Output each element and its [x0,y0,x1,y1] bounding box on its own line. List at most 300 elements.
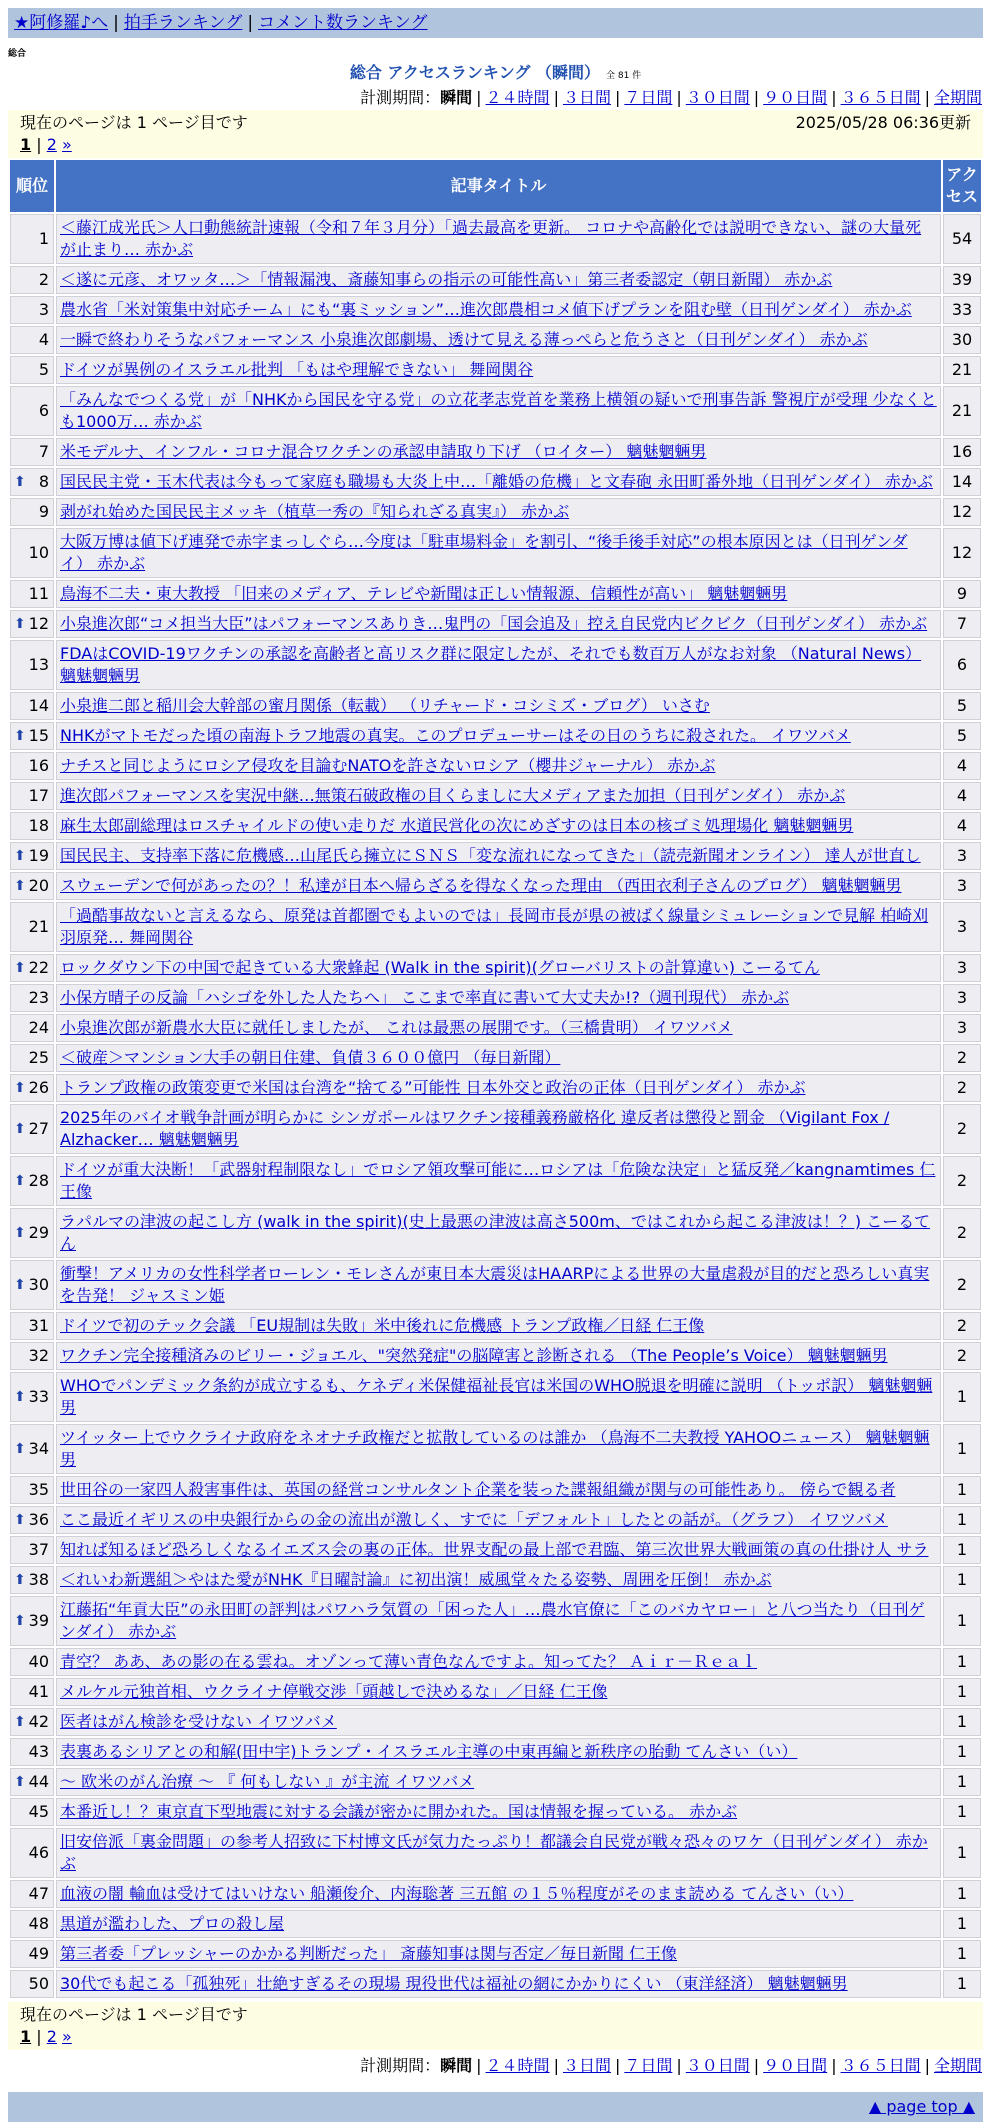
access-count: 4 [943,752,981,780]
rank-number: 17 [28,786,49,805]
rank-up-icon: ⬆ [14,1080,26,1096]
access-count: 3 [943,902,981,952]
period-separator: | [676,2056,682,2075]
title-cell [56,1910,941,1938]
table-row [10,640,981,690]
table-row [10,812,981,840]
article-title-link[interactable]: FDAはCOVID-19ワクチンの承認を高齢者と高リスク群に限定したが、それでも数百万人がなお対象 （Natural News） 魑魅魍魎男 [60,644,922,685]
article-title-link[interactable]: 国民民主、支持率下落に危機感…山尾氏ら擁立にＳＮＳ「変な流れになってきた」（読売新聞オンライン） 達人が世直し [60,846,921,865]
access-count: 1 [943,1880,981,1908]
article-title-link[interactable]: ＜れいわ新選組＞やはた愛がNHK『日曜討論』に初出演！威風堂々たる姿勢、周囲を圧倒！ 赤かぶ [60,1570,772,1589]
article-title-link[interactable]: 小保方晴子の反論「ハシゴを外した人たちへ」 ここまで率直に書いて大丈夫か!?（週刊現代） 赤かぶ [60,988,790,1007]
rank-number: 4 [38,330,49,349]
rank-number: 11 [28,584,49,603]
article-title-link[interactable]: 医者はがん検診を受けない イワツバメ [60,1712,337,1731]
table-row [10,984,981,1012]
article-title-link[interactable]: 青空？ ああ、あの影の在る雲ね。オゾンって薄い青色なんですよ。知ってた？ Ａｉｒ－Ｒｅａｌ [60,1652,758,1671]
article-title-link[interactable]: 進次郎パフォーマンスを実況中継…無策石破政権の目くらましに大メディアまた加担（日刊ゲンダイ） 赤かぶ [60,786,846,805]
period-separator: | [753,88,760,107]
rank-number: 33 [28,1387,49,1406]
title-cell [56,1880,941,1908]
table-row [10,528,981,578]
period-link-2[interactable]: ７日間 [624,88,673,107]
period-link-5[interactable]: ３６５日間 [840,2056,921,2075]
article-title-link[interactable]: ワクチン完全接種済みのビリー・ジョエル、"突然発症"の脳障害と診断される （The People’s Voice） 魑魅魍魎男 [60,1346,888,1365]
table-row [10,1940,981,1968]
table-row [10,326,981,354]
title-cell [56,1260,941,1310]
table-row [10,1798,981,1826]
period-link-3[interactable]: ３０日間 [685,2056,750,2075]
rank-number: 30 [28,1275,49,1294]
article-title-link[interactable]: 米モデルナ、インフル・コロナ混合ワクチンの承認申請取り下げ （ロイター） 魑魅魍魎男 [60,442,707,461]
access-count: 21 [943,356,981,384]
article-title-link[interactable]: 鳥海不二夫・東大教授 「旧来のメディア、テレビや新聞は正しい情報源、信頼性が高い」 魑魅魍魎男 [60,584,788,603]
article-title-link[interactable]: ロックダウン下の中国で起きている大衆蜂起 (Walk in the spirit)(グローバリストの計算違い) こーるてん [60,958,820,977]
title-cell [56,1156,941,1206]
rank-number: 40 [28,1652,49,1671]
rank-cell [10,1156,54,1206]
table-row [10,356,981,384]
rank-number: 19 [28,846,49,865]
access-count: 1 [943,1970,981,1998]
access-count: 33 [943,296,981,324]
rank-cell [10,468,54,496]
article-title-link[interactable]: WHOでパンデミック条約が成立するも、ケネディ米保健福祉長官は米国のWHO脱退を明確に説明 （トッポ訳） 魑魅魍魎男 [60,1376,933,1417]
period-link-3[interactable]: ３０日間 [685,88,750,107]
period-separator: | [614,2056,621,2075]
rank-cell [10,528,54,578]
rank-number: 42 [28,1712,49,1731]
access-count: 1 [943,1372,981,1422]
period-link-1[interactable]: ３日間 [562,2056,611,2075]
rank-cell [10,1828,54,1878]
article-title-link[interactable]: ツイッター上でウクライナ政府をネオナチ政権だと拡散しているのは誰か （鳥海不二夫教授 YAHOOニュース） 魑魅魍魎男 [60,1428,930,1469]
rank-cell [10,1424,54,1474]
rank-cell [10,356,54,384]
rank-cell [10,954,54,982]
rank-number: 21 [28,917,49,936]
rank-up-icon: ⬆ [14,1613,26,1629]
access-count: 1 [943,1566,981,1594]
rank-cell [10,296,54,324]
article-title-link[interactable]: トランプ政権の政策変更で米国は台湾を“捨てる”可能性 日本外交と政治の正体（日刊ゲンダイ） 赤かぶ [60,1078,806,1097]
table-row [10,1970,981,1998]
rank-cell [10,1708,54,1736]
table-row [10,902,981,952]
access-count: 1 [943,1596,981,1646]
table-row [10,954,981,982]
title-cell [56,782,941,810]
access-count: 3 [943,984,981,1012]
title-cell [56,1104,941,1154]
rank-number: 47 [28,1884,49,1903]
rank-cell [10,812,54,840]
access-count: 1 [943,1708,981,1736]
rank-up-icon: ⬆ [14,878,26,894]
access-count: 2 [943,1312,981,1340]
rank-cell [10,1648,54,1676]
table-row [10,1910,981,1938]
period-link-6[interactable]: 全期間 [933,88,982,107]
period-separator: | [831,88,837,107]
article-title-link[interactable]: 2025年のバイオ戦争計画が明らかに シンガポールはワクチン接種義務厳格化 違反者は懲役と罰金 （Vigilant Fox / Alzhacker… 魑魅魍魎男 [60,1108,890,1149]
access-count: 1 [943,1738,981,1766]
article-title-link[interactable]: 剥がれ始めた国民民主メッキ（植草一秀の『知られざる真実』） 赤かぶ [60,502,570,521]
rank-up-icon: ⬆ [14,474,26,490]
page-separator: | [36,135,42,154]
article-title-link[interactable]: ナチスと同じようにロシア侵攻を目論むNATOを許さないロシア（櫻井ジャーナル） 赤かぶ [60,756,716,775]
period-separator: | [476,2056,482,2075]
article-title-link[interactable]: 血液の闇 輸血は受けてはいけない 船瀬俊介、内海聡著 三五館 の１５％程度がそのまま読める てんさい（い） [60,1884,854,1903]
table-row [10,1880,981,1908]
rank-cell [10,1342,54,1370]
access-count: 3 [943,842,981,870]
rank-cell [10,640,54,690]
rank-number: 1 [38,229,49,248]
page-title [0,60,991,86]
article-title-link[interactable]: 国民民主党・玉木代表は今もって家庭も職場も大炎上中…「離婚の危機」と文春砲 永田町番外地（日刊ゲンダイ） 赤かぶ [60,472,933,491]
article-title-link[interactable]: 衝撃！アメリカの女性科学者ローレン・モレさんが東日本大震災はHAARPによる世界の大量虐殺が目的だと恐ろしい真実を告発！ ジャスミン姫 [60,1264,930,1305]
article-title-link[interactable]: 本番近し！？東京直下型地震に対する会議が密かに開かれた。国は情報を握っている。 赤かぶ [60,1802,738,1821]
rank-number: 12 [28,614,49,633]
current-page: 1 [20,135,32,154]
page-separator: | [36,2027,42,2046]
table-row [10,1536,981,1564]
article-title-link[interactable]: 小泉進二郎と稲川会大幹部の蜜月関係（転載） （リチャード・コシミズ・ブログ） いさむ [60,696,710,715]
access-count: 54 [943,214,981,264]
table-row [10,468,981,496]
rank-cell [10,902,54,952]
access-count: 4 [943,812,981,840]
rank-cell [10,1074,54,1102]
access-count: 1 [943,1506,981,1534]
period-separator: | [553,2056,559,2075]
article-title-link[interactable]: ＜藤江成光氏＞人口動態統計速報（令和７年３月分）「過去最高を更新。 コロナや高齢化では説明できない、謎の大量死が止まり… 赤かぶ [60,218,922,259]
rank-cell [10,214,54,264]
rank-up-icon: ⬆ [14,1714,26,1730]
rank-number: 2 [38,270,49,289]
rank-number: 26 [28,1078,49,1097]
title-cell [56,692,941,720]
table-row [10,1312,981,1340]
rank-cell [10,1372,54,1422]
article-title-link[interactable]: 「過酷事故ないと言えるなら、原発は首都圏でもよいのでは」長岡市長が県の被ばく線量シミュレーションで見解 柏崎刈羽原発… 舞岡関谷 [60,906,929,947]
rank-number: 15 [28,726,49,745]
article-title-link[interactable]: 大阪万博は値下げ連発で赤字まっしぐら…今度は「駐車場料金」を割引、“後手後手対応”の根本原因とは（日刊ゲンダイ） 赤かぶ [60,532,908,573]
table-row [10,1014,981,1042]
title-cell [56,722,941,750]
article-title-link[interactable]: ＜破産＞マンション大手の朝日住建、負債３６００億円 （毎日新聞） [60,1048,561,1067]
access-count: 5 [943,722,981,750]
rank-number: 28 [28,1171,49,1190]
rank-number: 16 [28,756,49,775]
title-cell [56,1768,941,1796]
title-cell [56,1342,941,1370]
title-cell [56,1506,941,1534]
access-count: 1 [943,1910,981,1938]
comment-ranking-link[interactable]: コメント数ランキング [258,13,428,33]
access-count: 3 [943,954,981,982]
title-cell [56,1424,941,1474]
period-link-6[interactable]: 全期間 [933,2056,982,2075]
table-row [10,1596,981,1646]
access-count: 16 [943,438,981,466]
col-rank-header: 順位 [10,160,54,212]
article-title-link[interactable]: 江藤拓“年貢大臣”の永田町の評判はパワハラ気質の「困った人」…農水官僚に「このバカヤロー」と八つ当たり（日刊ゲンダイ） 赤かぶ [60,1600,925,1641]
access-count: 5 [943,692,981,720]
table-row [10,782,981,810]
article-title-link[interactable]: 麻生太郎副総理はロスチャイルドの使い走りだ 水道民営化の次にめざすのは日本の核ゴミ処理場化 魑魅魍魎男 [60,816,854,835]
rank-up-icon: ⬆ [14,960,26,976]
table-row [10,296,981,324]
access-count: 12 [943,528,981,578]
article-title-link[interactable]: ここ最近イギリスの中央銀行からの金の流出が激しく、すでに「デフォルト」したとの話が。（グラフ） イワツバメ [60,1510,888,1529]
title-cell [56,1738,941,1766]
period-label: 計測期間： [360,2056,441,2075]
period-current: 瞬間 [440,2056,473,2075]
access-count: 2 [943,1208,981,1258]
applause-ranking-link[interactable]: 拍手ランキング [123,13,243,33]
title-cell [56,812,941,840]
nav-separator: | [247,13,254,33]
period-selector-top [0,86,982,110]
period-separator: | [553,88,559,107]
rank-cell [10,438,54,466]
rank-cell [10,326,54,354]
title-cell [56,872,941,900]
rank-cell [10,386,54,436]
rank-cell [10,782,54,810]
article-title-link[interactable]: ドイツが異例のイスラエル批判 「もはや理解できない」 舞岡関谷 [60,360,534,379]
access-count: 2 [943,1260,981,1310]
title-cell [56,902,941,952]
article-title-link[interactable]: 第三者委「プレッシャーのかかる判断だった」 斎藤知事は関与否定／毎日新聞 仁王像 [60,1944,678,1963]
period-link-2[interactable]: ７日間 [624,2056,673,2075]
category-tag: 総合 [8,49,27,59]
page-top-link[interactable]: ▲ page top ▲ [868,2097,975,2116]
rank-up-icon: ⬆ [14,848,26,864]
period-separator: | [476,88,482,107]
table-row [10,214,981,264]
table-row [10,692,981,720]
rank-up-icon: ⬆ [14,1774,26,1790]
access-count: 1 [943,1768,981,1796]
rank-number: 3 [38,300,49,319]
title-cell [56,1940,941,1968]
rank-up-icon: ⬆ [14,1173,26,1189]
rank-cell [10,984,54,1012]
title-cell [56,296,941,324]
article-title-link[interactable]: 小泉進次郎が新農水大臣に就任しましたが、 これは最悪の展開です。（三橋貴明） イワツバメ [60,1018,733,1037]
title-cell [56,214,941,264]
access-count: 1 [943,1940,981,1968]
table-row [10,722,981,750]
title-cell [56,1708,941,1736]
access-count: 3 [943,872,981,900]
rank-number: 29 [28,1223,49,1242]
total-count: 全 81 件 [606,71,642,81]
article-title-link[interactable]: スウェーデンで何があったの？！私達が日本へ帰らざるを得なくなった理由 （西田衣利子さんのブログ） 魑魅魍魎男 [60,876,902,895]
title-cell [56,1476,941,1504]
rank-cell [10,1506,54,1534]
rank-cell [10,692,54,720]
rank-cell [10,1536,54,1564]
rank-number: 44 [28,1772,49,1791]
article-title-link[interactable]: ドイツが重大決断！「武器射程制限なし」でロシア領攻撃可能に…ロシアは「危険な決定」と猛反発／kangnamtimes 仁王像 [60,1160,936,1201]
access-count: 14 [943,468,981,496]
rank-number: 18 [28,816,49,835]
article-title-link[interactable]: 農水省「米対策集中対応チーム」にも“裏ミッション”…進次郎農相コメ値下げプランを阻む壁（日刊ゲンダイ） 赤かぶ [60,300,912,319]
rank-cell [10,872,54,900]
title-cell [56,386,941,436]
title-cell [56,984,941,1012]
rank-number: 32 [28,1346,49,1365]
col-count-header: アクセス [943,160,981,212]
table-row [10,1648,981,1676]
rank-cell [10,1104,54,1154]
table-row [10,1424,981,1474]
table-row [10,752,981,780]
rank-number: 50 [28,1974,49,1993]
title-cell [56,1678,941,1706]
period-selector-bottom [0,2054,982,2078]
rank-number: 39 [28,1611,49,1630]
access-count: 4 [943,782,981,810]
table-row [10,386,981,436]
access-count: 39 [943,266,981,294]
article-title-link[interactable]: 小泉進次郎“コメ担当大臣”はパフォーマンスありき…鬼門の「国会追及」控え自民党内ビクビク（日刊ゲンダイ） 赤かぶ [60,614,928,633]
rank-number: 14 [28,696,49,715]
title-cell [56,1566,941,1594]
access-count: 6 [943,640,981,690]
table-row [10,1768,981,1796]
article-title-link[interactable]: ドイツで初のテック会議 「EU規制は失敗」米中後れに危機感 トランプ政権／日経 仁王像 [60,1316,705,1335]
title-cell [56,1798,941,1826]
rank-number: 43 [28,1742,49,1761]
article-title-link[interactable]: 一瞬で終わりそうなパフォーマンス 小泉進次郎劇場、透けて見える薄っぺらと危うさと（日刊ゲンダイ） 赤かぶ [60,330,868,349]
period-separator: | [753,2056,760,2075]
rank-number: 37 [28,1540,49,1559]
next-page-link[interactable]: » [62,2027,72,2046]
title-cell [56,498,941,526]
rank-cell [10,1970,54,1998]
rank-up-icon: ⬆ [14,1277,26,1293]
rank-up-icon: ⬆ [14,1512,26,1528]
article-title-link[interactable]: 「みんなでつくる党」が「NHKから国民を守る党」の立花孝志党首を業務上横領の疑いで刑事告訴 警視庁が受理 少なくとも1000万… 赤かぶ [60,390,937,431]
article-title-link[interactable]: ～ 欧米のがん治療 ～ 『 何もしない 』が主流 イワツバメ [60,1772,475,1791]
rank-cell [10,1738,54,1766]
rank-number: 34 [28,1439,49,1458]
rank-cell [10,1880,54,1908]
period-link-5[interactable]: ３６５日間 [840,88,921,107]
rank-cell [10,266,54,294]
rank-cell [10,1208,54,1258]
rank-cell [10,1768,54,1796]
period-link-1[interactable]: ３日間 [562,88,611,107]
rank-cell [10,1798,54,1826]
title-cell [56,528,941,578]
rank-number: 9 [38,502,49,521]
article-title-link[interactable]: 旧安倍派「裏金問題」の参考人招致に下村博文氏が気力たっぷり！都議会自民党が戦々恐々のワケ（日刊ゲンダイ） 赤かぶ [60,1832,928,1873]
title-cell [56,326,941,354]
rank-cell [10,498,54,526]
table-row [10,438,981,466]
article-title-link[interactable]: ＜遂に元彦、オワッタ…＞「情報漏洩、斎藤知事らの指示の可能性高い」第三者委認定（朝日新聞） 赤かぶ [60,270,833,289]
article-title-link[interactable]: メルケル元独首相、ウクライナ停戦交渉「頭越しで決めるな」／日経 仁王像 [60,1682,608,1701]
article-title-link[interactable]: 世田谷の一家四人殺害事件は、英国の経営コンサルタント企業を装った諜報組織が関与の可能性あり。 傍らで観る者 [60,1480,896,1499]
article-title-link[interactable]: 30代でも起こる「孤独死」壮絶すぎるその現場 現役世代は福祉の網にかかりにくい （東洋経済） 魑魅魍魎男 [60,1974,848,1993]
rank-number: 35 [28,1480,49,1499]
rank-cell [10,1260,54,1310]
period-separator: | [614,88,621,107]
period-current: 瞬間 [440,88,473,107]
rank-number: 25 [28,1048,49,1067]
period-link-0[interactable]: ２４時間 [485,88,550,107]
access-count: 30 [943,326,981,354]
article-title-link[interactable]: 黒道が濫わした、プロの殺し屋 [60,1914,285,1933]
access-count: 2 [943,1044,981,1072]
rank-cell [10,1476,54,1504]
pagination-bottom [8,2002,983,2050]
nav-separator: | [113,13,119,33]
article-title-link[interactable]: 知れば知るほど恐ろしくなるイエズス会の裏の正体。世界支配の最上部で君臨、第三次世界大戦画策の真の仕掛け人 サラ [60,1540,929,1559]
table-row [10,1476,981,1504]
title-cell [56,1372,941,1422]
access-count: 2 [943,1156,981,1206]
article-title-link[interactable]: ラパルマの津波の起こし方 (walk in the spirit)(史上最悪の津波は高さ500m、ではこれから起こる津波は！？) こーるてん [60,1212,931,1253]
period-link-4[interactable]: ９０日間 [763,2056,828,2075]
rank-number: 22 [28,958,49,977]
rank-number: 20 [28,876,49,895]
period-link-4[interactable]: ９０日間 [763,88,828,107]
title-cell [56,1536,941,1564]
title-cell [56,1044,941,1072]
rank-up-icon: ⬆ [14,728,26,744]
page-status: 現在のページは 1 ページ目です [20,2005,248,2024]
title-cell [56,266,941,294]
rank-cell [10,1044,54,1072]
next-page-link[interactable]: » [62,135,72,154]
period-separator: | [676,88,682,107]
table-row [10,266,981,294]
table-row [10,1708,981,1736]
table-header [10,160,981,212]
access-count: 2 [943,1104,981,1154]
article-title-link[interactable]: NHKがマトモだった頃の南海トラフ地震の真実。このプロデューサーはその日のうちに殺された。 イワツバメ [60,726,851,745]
rank-number: 24 [28,1018,49,1037]
access-count: 3 [943,1014,981,1042]
article-title-link[interactable]: 表裏あるシリアとの和解(田中宇)トランプ・イスラエル主導の中東再編と新秩序の胎動 てんさい（い） [60,1742,798,1761]
table-row [10,498,981,526]
title-cell [56,1648,941,1676]
page-2-link[interactable]: 2 [46,135,57,154]
rank-number: 5 [38,360,49,379]
page-2-link[interactable]: 2 [46,2027,57,2046]
table-row [10,1506,981,1534]
rank-up-icon: ⬆ [14,1572,26,1588]
home-link[interactable]: ★阿修羅♪へ [14,13,109,33]
page-status: 現在のページは 1 ページ目です [20,113,248,132]
period-link-0[interactable]: ２４時間 [485,2056,550,2075]
rank-cell [10,722,54,750]
title-cell [56,1596,941,1646]
table-row [10,1342,981,1370]
rank-cell [10,842,54,870]
rank-number: 27 [28,1119,49,1138]
access-count: 9 [943,580,981,608]
access-count: 1 [943,1678,981,1706]
